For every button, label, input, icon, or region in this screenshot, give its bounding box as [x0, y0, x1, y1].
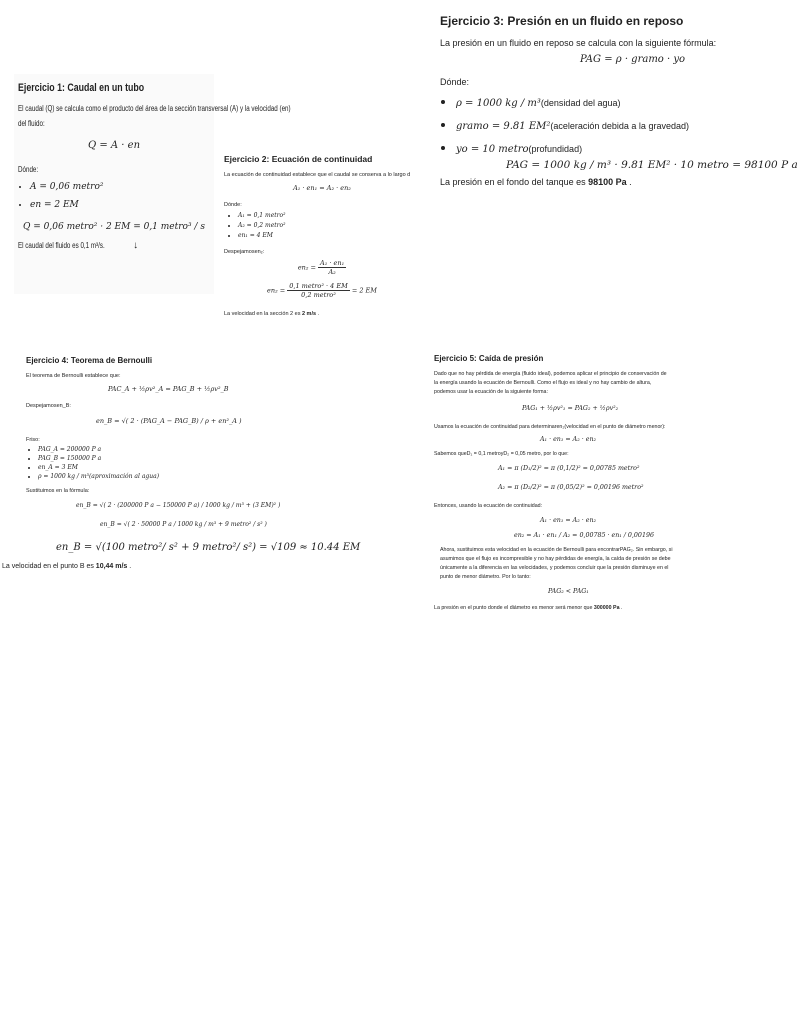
exercise-1-item-en: • en = 2 EM [30, 200, 214, 210]
exercise-3-result [440, 177, 768, 187]
exercise-3-donde: Dónde: [440, 77, 470, 87]
exercise-5-cont2: A₁ · en₁ = A₂ · en₂ [540, 517, 597, 524]
exercise-4-result-value: 10,44 m/s [95, 563, 128, 570]
exercise-2-eq-fraction [318, 259, 346, 276]
exercise-3-item-text: (aceleración debida a la gravedad) [550, 121, 689, 131]
exercise-5-a2: A₂ = π (D₂/2)² = π (0,05/2)² = 0,00196 metro² [498, 484, 644, 491]
exercise-4-item: • PAG_A = 200000 P a [38, 446, 340, 453]
exercise-3-item-math: yo = 10 metro [456, 144, 529, 155]
exercise-5-title: Ejercicio 5: Caída de presión [434, 354, 544, 363]
exercise-4-title: Ejercicio 4: Teorema de Bernoulli [26, 356, 153, 365]
exercise-2-list [222, 212, 422, 239]
exercise-4-list [26, 446, 340, 480]
exercise-4-intro: El teorema de Bernoulli establece que: [26, 373, 121, 379]
exercise-3-item-math: ρ = 1000 kg / m³ [456, 98, 541, 109]
exercise-5-sabemos: Sabemos queD₁ = 0,1 metroyD₂ = 0,05 metro, por lo que: [434, 451, 569, 457]
exercise-5-para-3: únicamente a la diferencia en las velocidades, y podemos concluir que la presión disminuye en el [440, 565, 669, 571]
exercise-2-item: • en₁ = 4 EM [238, 232, 422, 239]
exercise-2-calc-num: 0,1 metro² · 4 EM [289, 282, 348, 290]
exercise-3-item [456, 93, 768, 111]
exercise-3-result-end: . [626, 177, 632, 187]
exercise-4-item: • ρ = 1000 kg / m³(aproximación al agua) [38, 473, 340, 480]
exercise-5-intro-3: podemos usar la ecuación de la siguiente forma: [434, 389, 548, 395]
exercise-2-eq-den: A₂ [328, 268, 336, 276]
exercise-4-sustituimos: Sustituimos en la fórmula: [26, 488, 90, 494]
exercise-4-item: • PAG_B = 150000 P a [38, 455, 340, 462]
exercise-2-formula: A₁ · en₁ = A₂ · en₂ [293, 184, 351, 192]
exercise-5-panel [428, 348, 708, 648]
exercise-5-entonces: Entonces, usando la ecuación de continuidad: [434, 503, 543, 509]
exercise-2-result-value: 2 m/s [301, 311, 317, 317]
exercise-3-item-text: (densidad del agua) [540, 98, 621, 108]
exercise-1-intro-line2: del fluido: [18, 119, 45, 128]
exercise-5-intro-2: la energía usando la ecuación de Bernoulli. Como el flujo es ideal y no hay cambio de altura, [434, 380, 652, 386]
exercise-4-result-text: La velocidad en el punto B es [2, 563, 96, 570]
exercise-4-sub1: en_B = √( 2 · (200000 P a − 150000 P a) / 1000 kg / m³ + (3 EM)² ) [76, 502, 281, 509]
exercise-5-inequality: PAG₂ < PAG₁ [548, 588, 589, 595]
exercise-5-a1: A₁ = π (D₁/2)² = π (0,1/2)² = 0,00785 metro² [498, 465, 640, 472]
exercise-3-result-value: 98100 Pa [588, 177, 627, 187]
exercise-4-solve: en_B = √( 2 · (PAG_A − PAG_B) / ρ + en²_A ) [96, 417, 242, 425]
exercise-5-intro-1: Dado que no hay pérdida de energía (fluido ideal), podemos aplicar el principio de conservación de [434, 371, 667, 377]
exercise-4-sub2: en_B = √( 2 · 50000 P a / 1000 kg / m³ + 9 metro² / s² ) [100, 521, 267, 528]
exercise-4-item: • en_A = 3 EM [38, 464, 340, 471]
exercise-3-result-text: La presión en el fondo del tanque es [440, 177, 589, 187]
exercise-1-list [14, 182, 214, 210]
exercise-1-calc: Q = 0,06 metro² · 2 EM = 0,1 metro³ / s [23, 222, 205, 232]
exercise-5-para-1: Ahora, sustituimos esta velocidad en la ecuación de Bernoulli para encontrarPAG₂. Sin embargo, si [440, 547, 673, 553]
exercise-2-result [224, 311, 422, 317]
exercise-3-list [440, 93, 768, 157]
exercise-2-calc-den: 0,2 metro² [301, 291, 336, 299]
exercise-5-result-end: . [619, 605, 623, 611]
exercise-2-result-text: La velocidad en la sección 2 es [224, 311, 302, 317]
exercise-2-item: • A₁ = 0,1 metro² [238, 212, 422, 219]
exercise-1-result: El caudal del fluido es 0,1 m³/s. [18, 241, 105, 250]
exercise-5-para-2: asumimos que el flujo es incompresible y no hay pérdidas de energía, la caída de presión se debe [440, 556, 671, 562]
exercise-5-result [434, 605, 708, 611]
exercise-3-calc: PAG = 1000 kg / m³ · 9.81 EM² · 10 metro = 98100 P a [506, 159, 798, 171]
exercise-4-result [2, 563, 340, 570]
exercise-2-calc-fraction [287, 282, 349, 299]
exercise-5-cont-intro: Usamos la ecuación de continuidad para determinaren₂(velocidad en el punto de diámetro menor): [434, 424, 666, 430]
exercise-3-item [456, 139, 768, 157]
exercise-1-intro-line1: El caudal (Q) se calcula como el producto del área de la sección transversal (A) y la velocidad (en) [18, 104, 291, 113]
exercise-3-item [456, 116, 768, 134]
exercise-2-despejamos: Despejamosen₂: [224, 249, 265, 255]
exercise-2-title: Ejercicio 2: Ecuación de continuidad [224, 154, 373, 164]
exercise-1-formula: Q = A · en [87, 140, 141, 151]
exercise-4-final: en_B = √(100 metro²/ s² + 9 metro²/ s²) = √109 ≈ 10.44 EM [56, 542, 361, 553]
exercise-1-item-a: • A = 0,06 metro² [30, 182, 214, 192]
exercise-1-title: Ejercicio 1: Caudal en un tubo [18, 82, 145, 94]
exercise-2-equation [222, 259, 422, 276]
exercise-5-v2: en₂ = A₁ · en₁ / A₂ = 0,00785 · en₁ / 0,00196 [514, 532, 654, 539]
exercise-3-formula: PAG = ρ · gramo · yo [580, 54, 686, 65]
exercise-2-panel [222, 150, 422, 340]
exercise-3-intro: La presión en un fluido en reposo se calcula con la siguiente fórmula: [440, 38, 717, 48]
exercise-4-friso: Friso: [26, 437, 40, 443]
exercise-2-item: • A₂ = 0,2 metro² [238, 222, 422, 229]
exercise-5-result-text: La presión en el punto donde el diámetro es menor será menor que [434, 605, 594, 611]
exercise-4-panel [0, 350, 361, 626]
exercise-2-result-end: . [316, 311, 320, 317]
down-arrow-icon: ↓ [133, 240, 139, 251]
exercise-2-eq-lhs: en₂ = [297, 263, 316, 272]
exercise-3-item-text: (profundidad) [528, 144, 583, 154]
exercise-1-donde: Dónde: [18, 165, 39, 174]
exercise-5-cont: A₁ · en₁ = A₂ · en₂ [540, 436, 597, 443]
exercise-3-item-math: gramo = 9.81 EM² [456, 121, 551, 132]
exercise-4-formula: PAC_A + ½ρv²_A = PAG_B + ½ρv²_B [108, 385, 229, 393]
exercise-4-result-end: . [127, 563, 132, 570]
exercise-2-intro: La ecuación de continuidad establece que el caudal se conserva a lo largo d [224, 172, 411, 178]
exercise-5-para-4: punto de menor diámetro. Por lo tanto: [440, 574, 531, 580]
exercise-5-result-value: 300000 Pa [593, 605, 620, 611]
exercise-2-eq-num: A₁ · en₁ [320, 259, 345, 267]
exercise-5-formula: PAG₁ + ½ρv²₁ = PAG₂ + ½ρv²₂ [522, 405, 619, 412]
exercise-2-calc-rhs: = 2 EM [351, 286, 377, 295]
exercise-2-calc [222, 282, 422, 299]
exercise-2-donde: Dónde: [224, 202, 242, 208]
exercise-3-panel [432, 8, 798, 198]
exercise-2-calc-lhs: en₂ = [267, 286, 286, 295]
exercise-3-title: Ejercicio 3: Presión en un fluido en reposo [440, 14, 684, 28]
exercise-4-despejamos: Despejamosen_B: [26, 403, 71, 409]
